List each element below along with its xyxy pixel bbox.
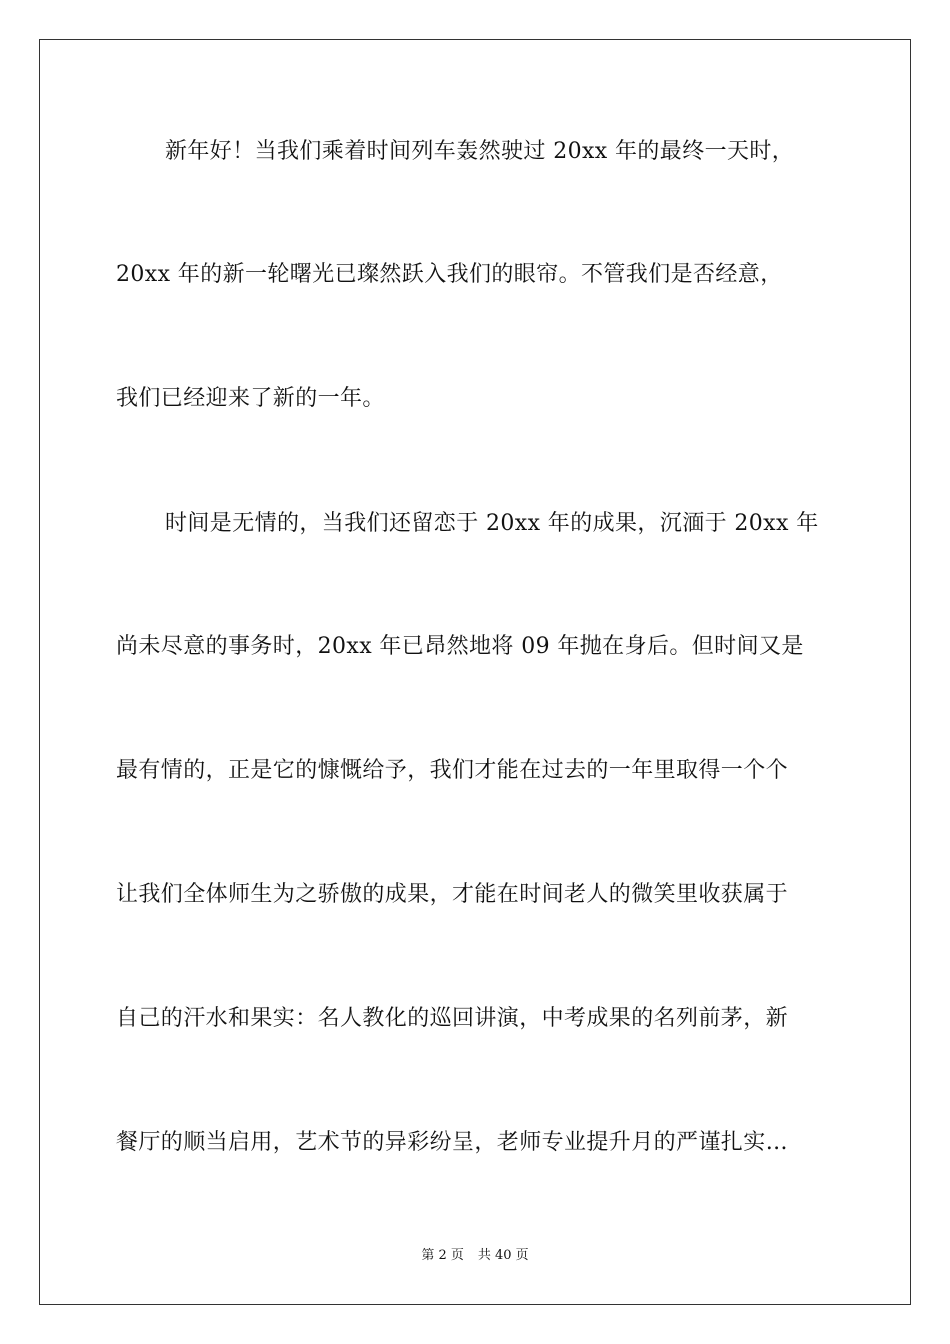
paragraph-2-line-6: 餐厅的顺当启用，艺术节的异彩纷呈，老师专业提升月的严谨扎实… [116,1130,789,1155]
page-border [39,39,911,1305]
paragraph-1-line-1: 新年好！当我们乘着时间列车轰然驶过 20xx 年的最终一天时， [165,139,795,164]
paragraph-2-line-2: 尚未尽意的事务时，20xx 年已昂然地将 09 年抛在身后。但时间又是 [116,634,804,659]
paragraph-2-line-1: 时间是无情的，当我们还留恋于 20xx 年的成果，沉湎于 20xx 年 [165,511,819,536]
paragraph-2-line-3: 最有情的，正是它的慷慨给予，我们才能在过去的一年里取得一个个 [116,758,789,783]
page-total: 共 40 页 [477,1248,529,1263]
paragraph-2-line-5: 自己的汗水和果实：名人教化的巡回讲演，中考成果的名列前茅，新 [116,1006,789,1031]
paragraph-2-line-4: 让我们全体师生为之骄傲的成果，才能在时间老人的微笑里收获属于 [116,882,789,907]
paragraph-1-line-3: 我们已经迎来了新的一年。 [116,386,385,411]
page-number: 第 2 页 [421,1248,464,1263]
paragraph-1-line-2: 20xx 年的新一轮曙光已璨然跃入我们的眼帘。不管我们是否经意， [116,262,783,287]
page-footer [0,1248,950,1264]
